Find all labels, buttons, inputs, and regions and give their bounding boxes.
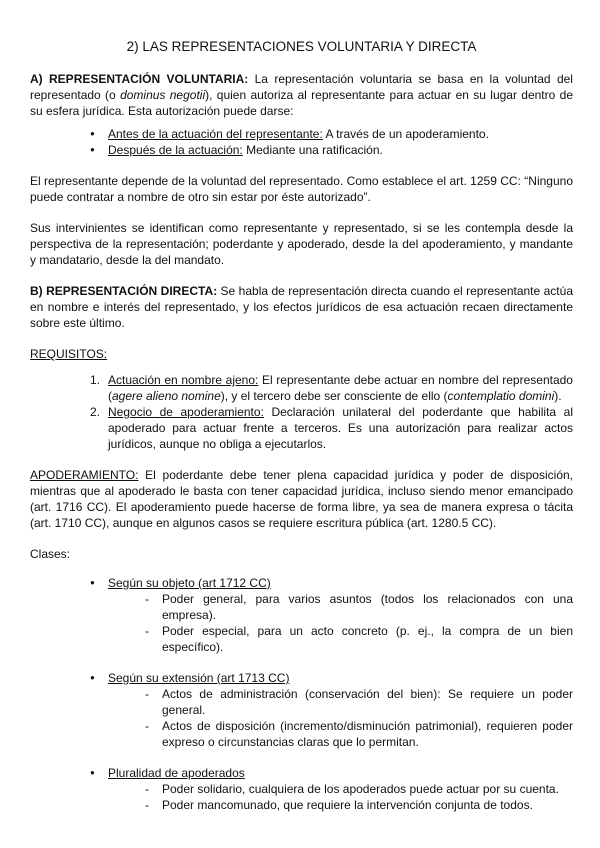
bullet-icon: ● bbox=[90, 578, 95, 587]
clases-label: Clases: bbox=[30, 547, 71, 561]
list-number: 1. bbox=[90, 373, 101, 387]
clase-group-title: Según su objeto (art 1712 CC) bbox=[108, 576, 271, 590]
list-item: - Poder general, para varios asuntos (todos los relacionados con una empresa). bbox=[145, 591, 573, 623]
section-a-paragraph-2: El representante depende de la voluntad del representado. Como establece el art. 1259 CC: “Ninguno puede contratar a nombre de otro sin estar por éste autorizado”. bbox=[30, 174, 573, 204]
section-a-paragraph-3: Sus intervinientes se identifican como representante y representado, si se les contempla desde la perspectiva de la representación; poderdante y apoderado, desde la del apoderamiento, y mandante y mandatario, desde la del mandato. bbox=[30, 221, 573, 267]
apoderamiento-paragraph bbox=[30, 467, 573, 531]
section-a-paragraph bbox=[30, 71, 573, 119]
section-a-text-cont: ), quien autoriza al representante para actuar en su lugar dentro de su esfera jurídica. Esta autorización puede darse: bbox=[30, 88, 573, 118]
document-title: 2) LAS REPRESENTACIONES VOLUNTARIA Y DIRECTA bbox=[126, 39, 477, 54]
clase-group-title: Según su extensión (art 1713 CC) bbox=[108, 671, 290, 685]
clase-group bbox=[30, 765, 573, 813]
clase-sublist bbox=[108, 781, 573, 813]
list-item-term: Antes de la actuación del representante: bbox=[108, 127, 323, 141]
list-item bbox=[90, 142, 573, 158]
section-b-heading: B) REPRESENTACIÓN DIRECTA: bbox=[30, 284, 218, 298]
requisitos-list bbox=[30, 372, 573, 452]
list-item: - Poder solidario, cualquiera de los apoderados puede actuar por su cuenta. bbox=[145, 781, 573, 797]
apoderamiento-heading: APODERAMIENTO: bbox=[30, 468, 139, 482]
section-a-emphasis: dominus negotii bbox=[120, 88, 206, 102]
clase-sublist bbox=[108, 591, 573, 655]
requisitos-heading bbox=[30, 346, 573, 362]
list-item-term: Negocio de apoderamiento: bbox=[108, 405, 264, 419]
list-item: - Poder especial, para un acto concreto (p. ej., la compra de un bien específico). bbox=[145, 623, 573, 655]
requisitos-heading-text: REQUISITOS: bbox=[30, 347, 108, 361]
list-item: - Actos de administración (conservación del bien): Se requiere un poder general. bbox=[145, 686, 573, 718]
list-item: - Actos de disposición (incremento/disminución patrimonial), requieren poder expreso o circunstancias claras que lo permitan. bbox=[145, 718, 573, 750]
list-item-text: ), y el tercero debe ser consciente de ello ( bbox=[220, 389, 448, 403]
list-item-term: Actuación en nombre ajeno: bbox=[108, 373, 259, 387]
list-item-text: El representante debe actuar en nombre del representado ( bbox=[108, 373, 573, 403]
list-item-term: Después de la actuación: bbox=[108, 143, 243, 157]
list-item bbox=[90, 372, 573, 404]
bullet-icon: ● bbox=[90, 768, 95, 777]
section-a-text: La representación voluntaria se basa en la voluntad del representado (o bbox=[30, 72, 573, 102]
list-item-text: ). bbox=[554, 389, 562, 403]
clases-list bbox=[30, 575, 573, 813]
clase-group-title: Pluralidad de apoderados bbox=[108, 766, 245, 780]
authorization-list bbox=[30, 126, 573, 158]
clase-sublist bbox=[108, 686, 573, 750]
list-item-emphasis: agere alieno nomine bbox=[112, 389, 221, 403]
section-b-paragraph bbox=[30, 283, 573, 331]
section-b-text: Se habla de representación directa cuando el representante actúa en nombre e interés del representado, y los efectos jurídicos de esa actuación recaen directamente sobre este último. bbox=[30, 284, 573, 330]
clase-group bbox=[30, 575, 573, 655]
apoderamiento-text: El poderdante debe tener plena capacidad jurídica y poder de disposición, mientras que al apoderado le basta con tener capacidad jurídica, incluso siendo menor emancipado (art. 1716 CC). El apoderamiento puede hacerse de forma libre, ya sea de manera expresa o tácita (art. 1710 CC), aunque en algunos casos se requiere escritura pública (art. 1280.5 CC). bbox=[30, 468, 573, 530]
list-item-text: Declaración unilateral del poderdante que habilita al apoderado para actuar frente a terceros. Es una autorización para realizar actos jurídicos, aunque no obliga a ejecutarlos. bbox=[108, 405, 573, 451]
list-item-emphasis: contemplatio domini bbox=[447, 389, 555, 403]
list-item bbox=[90, 126, 573, 142]
list-item-text: Mediante una ratificación. bbox=[242, 143, 383, 157]
list-item: - Poder mancomunado, que requiere la intervención conjunta de todos. bbox=[145, 797, 573, 813]
list-number: 2. bbox=[90, 405, 101, 419]
list-item-text: A través de un apoderamiento. bbox=[322, 127, 489, 141]
section-a-heading: A) REPRESENTACIÓN VOLUNTARIA: bbox=[30, 72, 249, 86]
clase-group bbox=[30, 670, 573, 750]
list-item bbox=[90, 404, 573, 452]
bullet-icon: ● bbox=[90, 673, 95, 682]
